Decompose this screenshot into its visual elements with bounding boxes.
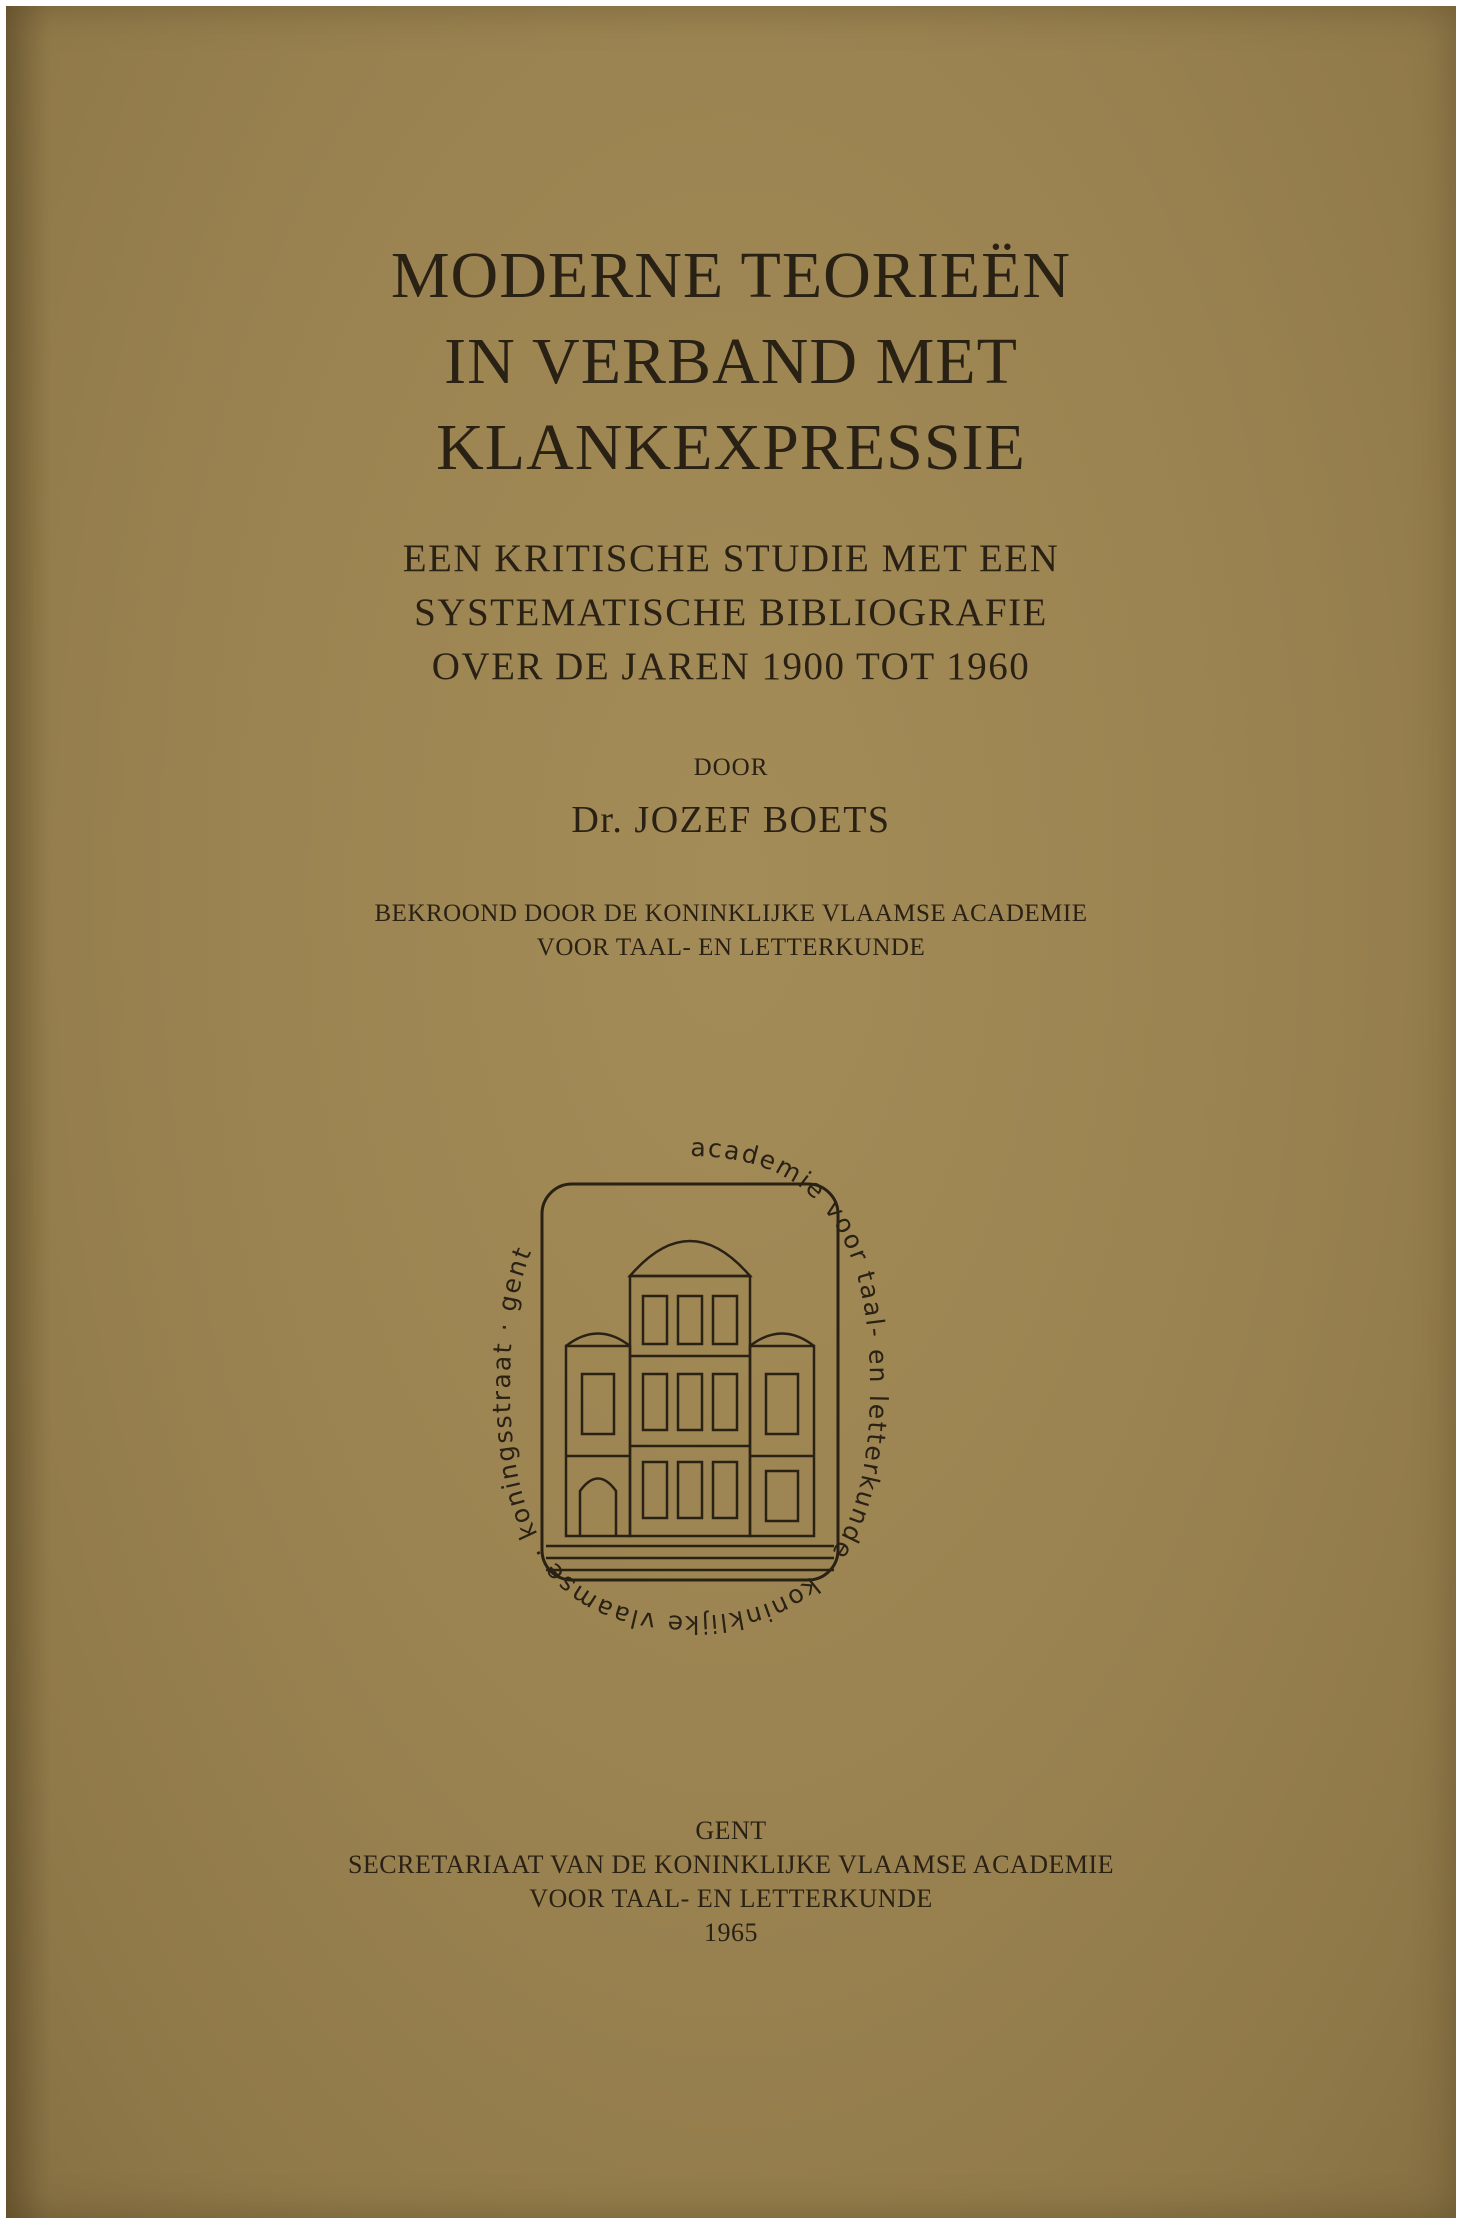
title-line-1: MODERNE TEORIEËN — [390, 239, 1072, 312]
title-line-3: KLANKEXPRESSIE — [436, 411, 1026, 484]
seal-ring-text: academie voor taal- en letterkunde · koninklijke vlaamse · koningsstraat · gent — [486, 1132, 894, 1640]
imprint-publisher-line-1: SECRETARIAAT VAN DE KONINKLIJKE VLAAMSE ACADEMIE — [347, 1850, 1115, 1879]
academy-seal — [480, 1126, 900, 1646]
subtitle-line-2: SYSTEMATISCHE BIBLIOGRAFIE — [414, 591, 1048, 634]
academy-seal-drawing — [480, 1126, 900, 1646]
title-line-2: IN VERBAND MET — [444, 325, 1018, 398]
building-icon — [546, 1241, 834, 1570]
award-line-1: BEKROOND DOOR DE KONINKLIJKE VLAAMSE ACADEMIE — [374, 900, 1088, 927]
door-label: DOOR — [693, 754, 769, 781]
subtitle-line-1: EEN KRITISCHE STUDIE MET EEN — [402, 537, 1060, 580]
author-name: Dr. JOZEF BOETS — [571, 799, 891, 841]
svg-text:academie voor taal- en letterk — [487, 1133, 893, 1639]
award-line-2: VOOR TAAL- EN LETTERKUNDE — [536, 934, 926, 961]
imprint-city: GENT — [695, 1816, 767, 1845]
imprint-publisher-line-2: VOOR TAAL- EN LETTERKUNDE — [529, 1884, 933, 1913]
imprint-year: 1965 — [704, 1918, 758, 1947]
subtitle-line-3: OVER DE JAREN 1900 TOT 1960 — [431, 645, 1031, 688]
book-cover — [6, 6, 1456, 2218]
